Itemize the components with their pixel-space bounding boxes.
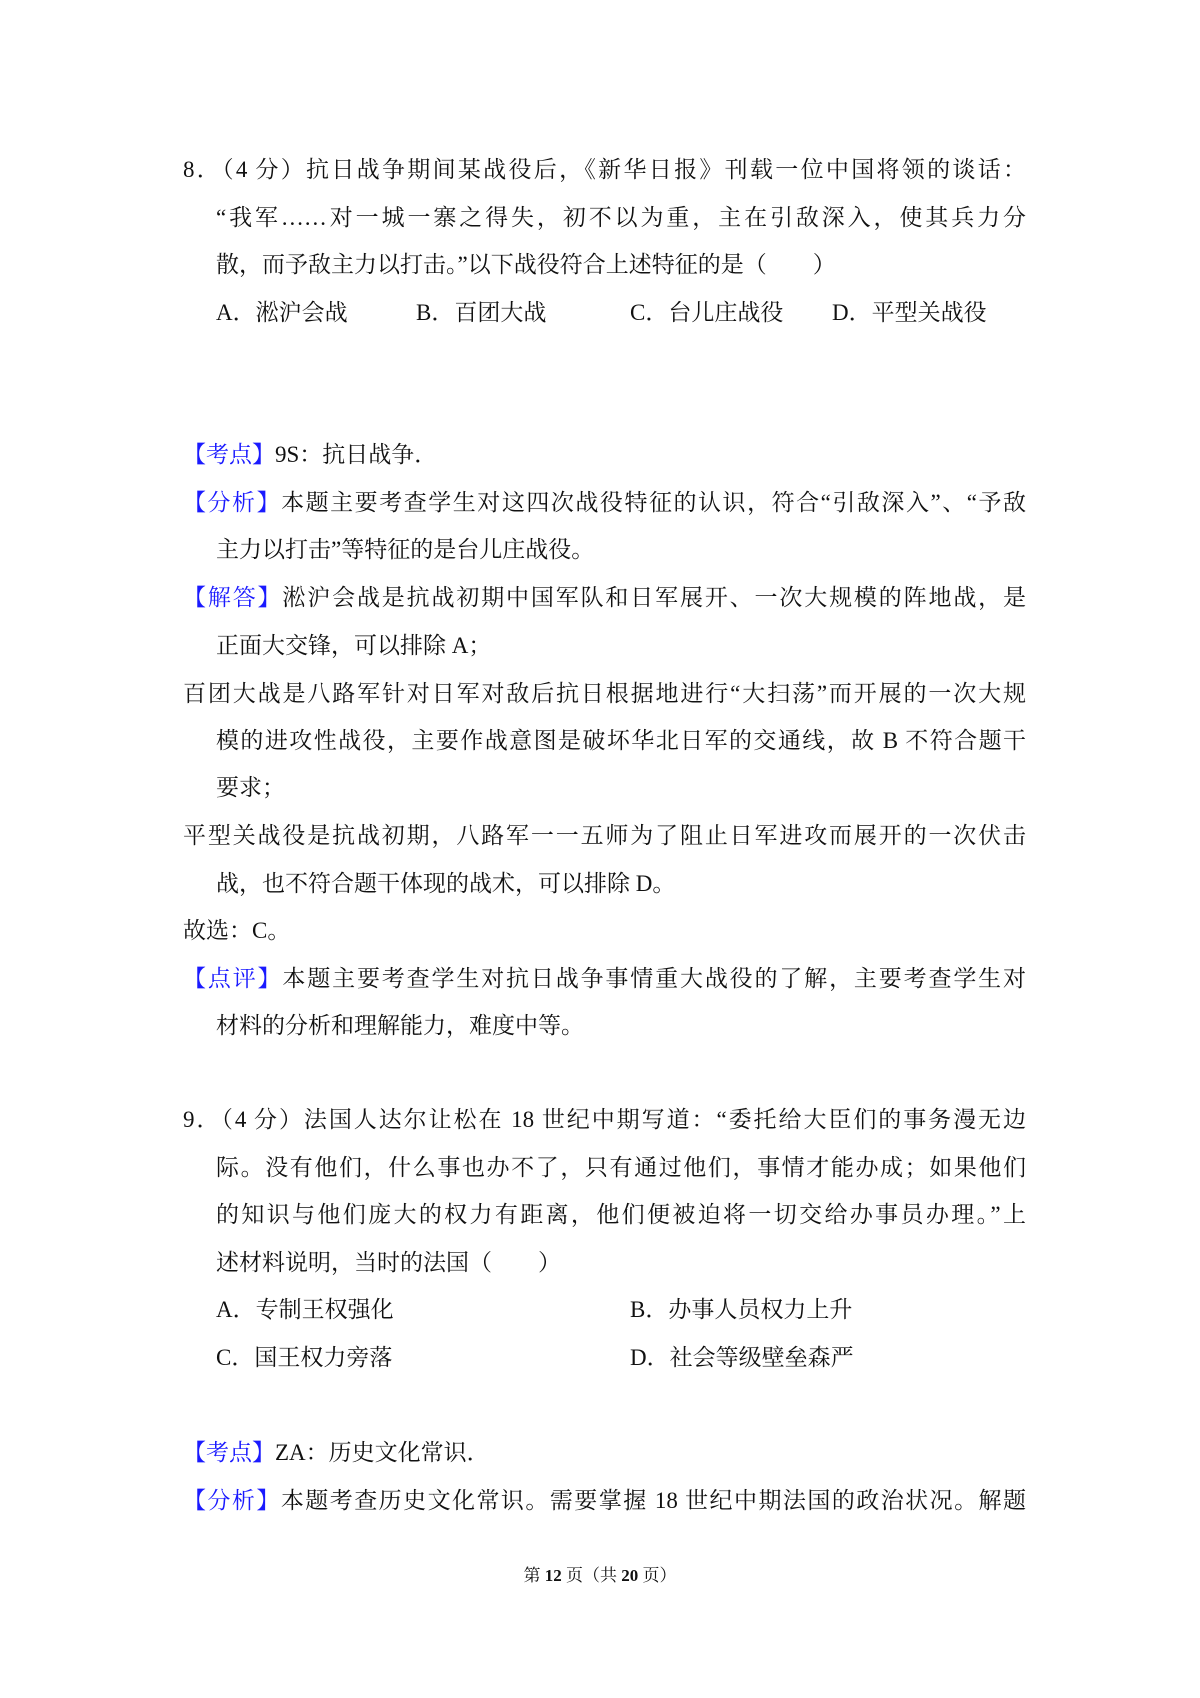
fenxi-label: 【分析】 (183, 1488, 281, 1513)
jieda-choice: 故选：C。 (183, 918, 291, 943)
jieda-label: 【解答】 (183, 585, 283, 610)
q9-option-d: D．社会等级壁垒森严 (630, 1345, 854, 1370)
q8-stem-line: 8．（4 分）抗日战争期间某战役后，《新华日报》刊载一位中国将领的谈话： (183, 157, 1026, 182)
jieda-text: 平型关战役是抗战初期，八路军一一五师为了阻止日军进攻而展开的一次伏击 (183, 823, 1026, 848)
fenxi-label: 【分析】 (183, 490, 282, 515)
dianping-label: 【点评】 (183, 966, 283, 991)
fenxi-line (183, 479, 1026, 527)
fenxi-text: 本题考查历史文化常识。需要掌握 18 世纪中期法国的政治状况。解题 (280, 1488, 1027, 1513)
q9-stem-line: 的知识与他们庞大的权力有距离，他们便被迫将一切交给办事员办理。”上 (216, 1202, 1026, 1227)
page-number: 12 (544, 1566, 562, 1585)
q8-option-b: B．百团大战 (416, 300, 547, 325)
q9-stem-line: 际。没有他们，什么事也办不了，只有通过他们，事情才能办成；如果他们 (216, 1155, 1026, 1180)
q8-stem-line: 散，而予敌主力以打击。”以下战役符合上述特征的是（ ） (216, 252, 836, 277)
jieda-text: 要求； (216, 775, 285, 800)
jieda-text: 正面大交锋，可以排除 A； (216, 633, 492, 658)
q8-stem-line: “我军……对一城一寨之得失，初不以为重，主在引敌深入，使其兵力分 (216, 205, 1026, 230)
dianping-text: 材料的分析和理解能力，难度中等。 (216, 1013, 584, 1038)
q8-option-c: C．台儿庄战役 (630, 300, 784, 325)
fenxi-line (183, 1477, 1026, 1525)
kaodian-line (183, 431, 1026, 479)
kaodian-label: 【考点】 (183, 442, 275, 467)
q8-option-a: A．淞沪会战 (216, 300, 348, 325)
q9-stem-line: 9．（4 分）法国人达尔让松在 18 世纪中期写道：“委托给大臣们的事务漫无边 (183, 1107, 1026, 1132)
page-footer: 第 12 页（共 20 页） (523, 1566, 677, 1585)
page-total: 20 (621, 1566, 639, 1585)
fenxi-text: 本题主要考查学生对这四次战役特征的认识，符合“引敌深入”、“予敌 (281, 490, 1026, 515)
q8-option-d: D．平型关战役 (832, 300, 987, 325)
q9-option-c: C．国王权力旁落 (216, 1345, 393, 1370)
kaodian-text: ZA：历史文化常识． (275, 1440, 490, 1465)
jieda-text: 百团大战是八路军针对日军对敌后抗日根据地进行“大扫荡”而开展的一次大规 (183, 681, 1026, 706)
q9-stem-line: 述材料说明，当时的法国（ ） (216, 1250, 561, 1275)
q9-option-a: A．专制王权强化 (216, 1297, 394, 1322)
kaodian-line (183, 1429, 1026, 1477)
fenxi-text: 主力以打击”等特征的是台儿庄战役。 (216, 537, 595, 562)
q9-option-b: B．办事人员权力上升 (630, 1297, 853, 1322)
kaodian-label: 【考点】 (183, 1440, 275, 1465)
dianping-text: 本题主要考查学生对抗日战争事情重大战役的了解，主要考查学生对 (282, 966, 1027, 991)
kaodian-text: 9S：抗日战争． (275, 442, 438, 467)
jieda-text: 淞沪会战是抗战初期中国军队和日军展开、一次大规模的阵地战，是 (282, 585, 1027, 610)
jieda-text: 模的进攻性战役，主要作战意图是破坏华北日军的交通线，故 B 不符合题干 (216, 728, 1026, 753)
jieda-text: 战，也不符合题干体现的战术，可以排除 D。 (216, 871, 676, 896)
jieda-line (183, 574, 1026, 622)
dianping-line (183, 955, 1026, 1003)
